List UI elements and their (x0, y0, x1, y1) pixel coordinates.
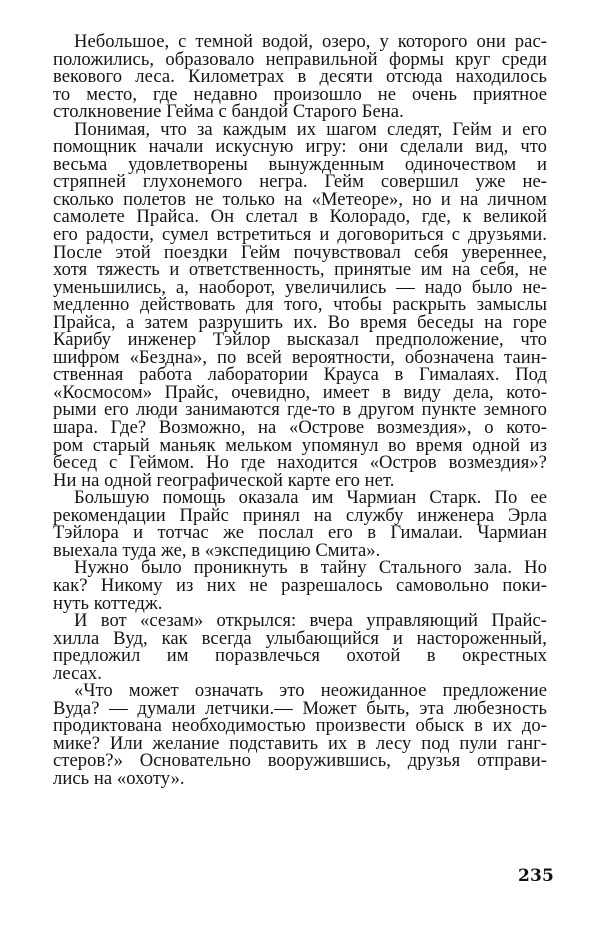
text-line: Вуда? — думали летчики.— Может быть, эта любезность (53, 697, 547, 719)
text-line: стеров?» Основательно вооружившись, друзья отправи- (53, 750, 547, 772)
page-number: 235 (518, 866, 555, 886)
text-line: помощник начали искусную игру: они сделали вид, что (53, 136, 547, 158)
text-line: хотя тяжесть и ответственность, принятые им на себя, не (53, 259, 547, 281)
text-line: нуть коттедж. (53, 592, 163, 614)
text-line: то место, где недавно произошло не очень приятное (53, 83, 547, 105)
text-line: ственная работа лаборатории Крауса в Гималаях. Под (53, 364, 547, 386)
text-line: предложил им поразвлечься охотой в окрестных (53, 645, 547, 667)
text-line: его радости, сумел встретиться и договориться с друзьями. (53, 224, 547, 246)
text-line: столкновение Гейма с бандой Старого Бена. (53, 101, 404, 123)
text-line: Понимая, что за каждым их шагом следят, Гейм и его (74, 118, 547, 140)
text-line: шара. Где? Возможно, на «Острове возмездия», о кото- (53, 417, 547, 439)
text-line: шифром «Бездна», по всей вероятности, обозначена таин- (53, 346, 547, 368)
text-line: выехала туда же, в «экспедицию Смита». (53, 539, 381, 561)
text-line: мике? Или желание подставить их в лесу под пули ганг- (53, 732, 547, 754)
text-line: «Что может означать это неожиданное предложение (74, 680, 547, 702)
text-line: Ни на одной географической карте его нет. (53, 469, 395, 491)
text-line: Небольшое, с темной водой, озеро, у которого они рас- (74, 31, 547, 52)
text-line: Прайса, а затем разрушить их. Во время беседы на горе (53, 311, 547, 333)
text-line: лесах. (53, 662, 102, 684)
text-line: стряпней глухонемого негра. Гейм совершил уже не- (53, 171, 547, 193)
text-line: сколько полетов не только на «Метеоре», но и на личном (53, 188, 547, 210)
text-line: весьма удовлетворены вынужденным одиночеством и (53, 153, 547, 175)
text-line: Большую помощь оказала им Чармиан Старк. По ее (74, 487, 547, 509)
text-line: лись на «охоту». (53, 767, 185, 789)
text-line: рекомендации Прайс принял на службу инженера Эрла (53, 504, 547, 526)
paragraph-5 (53, 612, 547, 682)
text-line: «Космосом» Прайс, очевидно, имеет в виду дела, кото- (53, 381, 547, 403)
text-line: Тэйлора и тотчас же послал его в Гималаи. Чармиан (53, 522, 547, 544)
text-line: медленно действовать для того, чтобы раскрыть замыслы (53, 294, 547, 316)
text-line: хилла Вуд, как всегда улыбающийся и настороженный, (53, 627, 547, 649)
text-line: После этой поездки Гейм почувствовал себя увереннее, (53, 241, 547, 263)
paragraph-3 (53, 489, 547, 559)
paragraph-4 (53, 559, 547, 612)
text-line: положились, образовало неправильной формы круг среди (53, 48, 547, 70)
text-line: бесед с Геймом. Но где находится «Остров возмездия»? (53, 452, 547, 474)
text-line: самолете Прайса. Он слетал в Колорадо, где, к великой (53, 206, 547, 228)
page-body (53, 33, 547, 788)
text-line: И вот «сезам» открылся: вчера управляющий Прайс- (74, 610, 547, 632)
paragraph-2 (53, 118, 547, 491)
paragraph-6 (53, 682, 547, 787)
paragraph-1 (53, 33, 547, 121)
text-line: Нужно было проникнуть в тайну Стального зала. Но (74, 557, 547, 579)
text-line: продиктована необходимостью произвести обыск в их до- (53, 715, 547, 737)
text-line: как? Никому из них не разрешалось самовольно поки- (53, 574, 547, 596)
text-line: уменьшились, а, наоборот, увеличились — надо было не- (53, 276, 547, 298)
text-line: ром старый маньяк мельком упомянул во время одной из (53, 434, 547, 456)
text-line: Карибу инженер Тэйлор высказал предположение, что (53, 329, 547, 351)
text-line: рыми его люди занимаются где-то в другом пункте земного (53, 399, 547, 421)
text-line: векового леса. Километрах в десяти отсюда находилось (53, 66, 547, 88)
